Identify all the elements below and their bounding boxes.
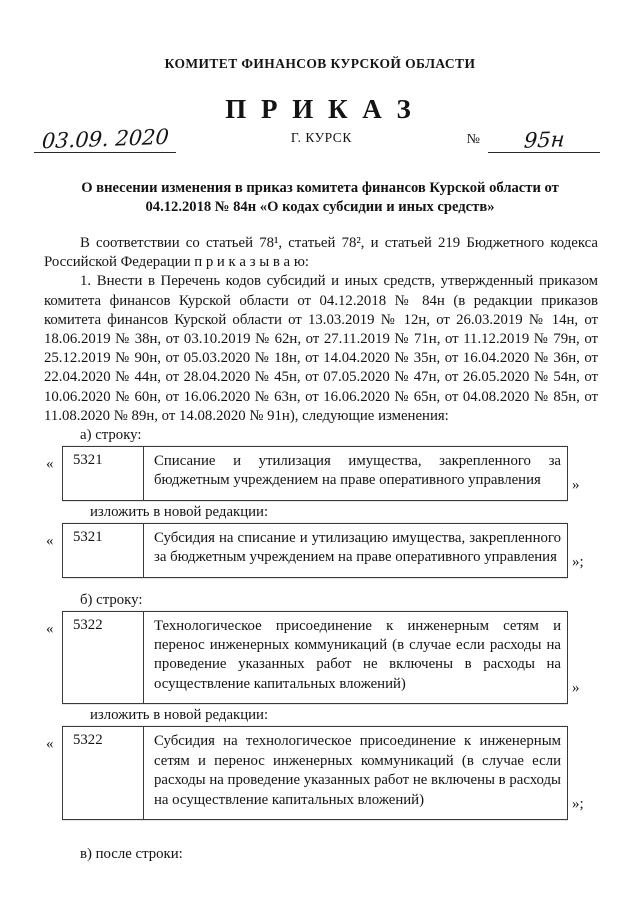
section-b-amend-label: изложить в новой редакции:	[90, 707, 269, 724]
date-field	[34, 124, 176, 154]
code-cell: 5322	[63, 727, 144, 819]
section-c-label: в) после строки:	[80, 845, 183, 862]
close-quote: »;	[572, 553, 584, 570]
section-b-label: б) строку:	[80, 591, 143, 608]
section-a-old-row	[46, 446, 640, 501]
section-a-amend-label: изложить в новой редакции:	[90, 503, 269, 520]
code-table	[62, 446, 568, 501]
document-subject: О внесении изменения в приказ комитета финансов Курской области от 04.12.2018 № 84н «О кодах субсидии и иных средств»	[81, 180, 559, 215]
city-label: Г. КУРСК	[290, 130, 352, 145]
handwritten-number: 95н	[522, 127, 566, 153]
code-cell: 5321	[63, 447, 144, 500]
text-cell: Субсидия на технологическое присоединение к инженерным сетям и перенос инженерных коммуникаций (в случае если расходы на проведение указанных работ не включены в расходы на осуществление капитальных вложений)	[154, 733, 561, 808]
code-cell: 5322	[63, 612, 144, 704]
open-quote: «	[46, 456, 54, 473]
text-cell: Технологическое присоединение к инженерным сетям и перенос инженерных коммуникаций (в случае если расходы на проведение указанных работ не включены в расходы на осуществление капитальных вложений)	[154, 617, 561, 692]
code-cell: 5321	[63, 524, 144, 577]
close-quote: »	[572, 476, 580, 493]
number-field	[467, 128, 600, 153]
handwritten-date: 03.09. 2020	[40, 124, 170, 154]
section-b-new-row	[46, 726, 640, 820]
meta-row	[34, 124, 600, 154]
document-type-title: П Р И К А З	[225, 94, 415, 124]
close-quote: »	[572, 680, 580, 697]
code-table	[62, 611, 568, 705]
intro-paragraph: В соответствии со статьей 78¹, статьей 78², и статьей 219 Бюджетного кодекса Российской Федерации п р и к а з ы в а ю:	[44, 235, 598, 271]
item1-paragraph: 1. Внести в Перечень кодов субсидий и иных средств, утвержденный приказом комитета финансов Курской области от 04.12.2018 № 84н (в редакции приказов комитета финансов Курской области от 13.03.2019 № 12н, от 26.03.2019 № 14н, от 18.06.2019 № 38н, от 03.10.2019 № 62н, от 27.11.2019 № 71н, от 11.12.2019 № 79н, от 25.12.2019 № 90н, от 05.03.2020 № 18н, от 14.04.2020 № 35н, от 16.04.2020 № 36н, от 22.04.2020 № 44н, от 28.04.2020 № 45н, от 07.05.2020 № 47н, от 26.05.2020 № 54н, от 10.06.2020 № 60н, от 16.06.2020 № 63н, от 16.06.2020 № 65н, от 04.08.2020 № 85н, от 11.08.2020 № 89н, от 14.08.2020 № 91н), следующие изменения:	[44, 273, 598, 424]
number-line	[488, 128, 600, 153]
number-sign: №	[466, 132, 480, 147]
section-a-new-row	[46, 523, 640, 578]
code-table	[62, 726, 568, 820]
code-table	[62, 523, 568, 578]
open-quote: «	[46, 620, 54, 637]
section-b-old-row	[46, 611, 640, 705]
organization-name: КОМИТЕТ ФИНАНСОВ КУРСКОЙ ОБЛАСТИ	[164, 56, 476, 71]
close-quote: »;	[572, 795, 584, 812]
section-a-label: а) строку:	[80, 427, 142, 444]
open-quote: «	[46, 532, 54, 549]
text-cell: Субсидия на списание и утилизацию имущества, закрепленного за бюджетным учреждением на праве оперативного управления	[154, 529, 561, 566]
open-quote: «	[46, 736, 54, 753]
text-cell: Списание и утилизация имущества, закрепленного за бюджетным учреждением на праве оперативного управления	[154, 453, 561, 489]
